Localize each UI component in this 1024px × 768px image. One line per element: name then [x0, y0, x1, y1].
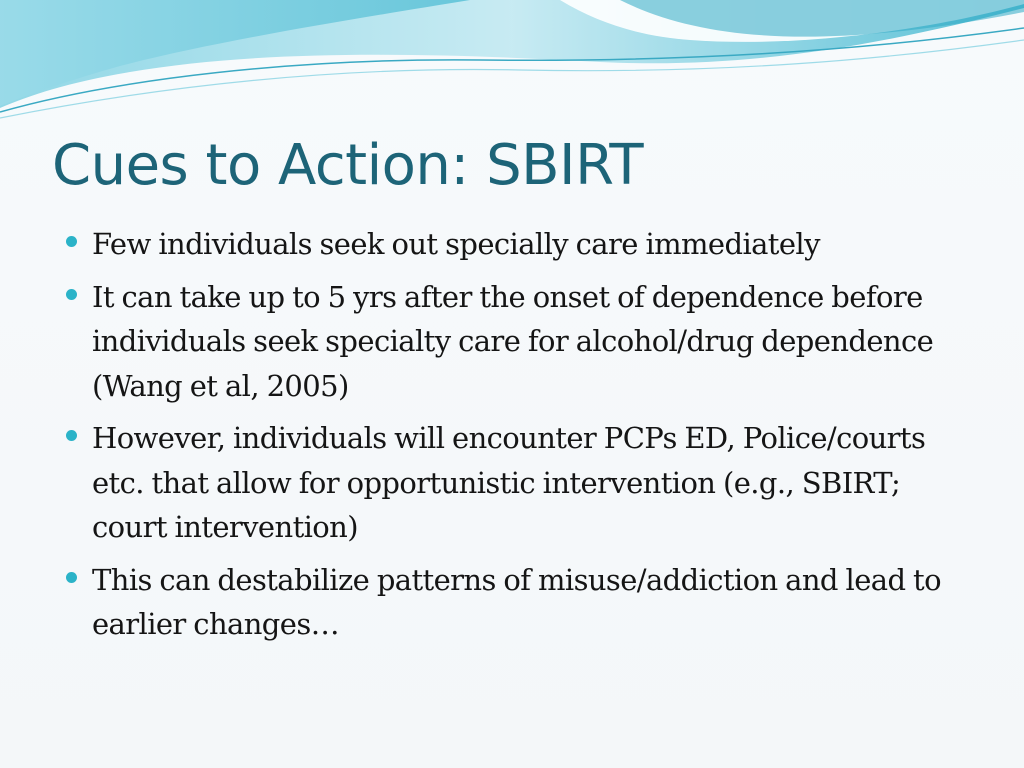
bullet-text: Few individuals seek out specially care immediately	[92, 227, 820, 261]
bullet-dot-icon	[66, 572, 77, 583]
bullet-item	[62, 275, 962, 409]
bullet-dot-icon	[66, 430, 77, 441]
header-wave-decoration	[0, 0, 1024, 130]
bullet-item	[62, 222, 962, 267]
slide-title: Cues to Action: SBIRT	[52, 133, 644, 198]
bullet-dot-icon	[66, 236, 77, 247]
bullet-dot-icon	[66, 289, 77, 300]
bullet-list	[62, 222, 962, 655]
bullet-text: This can destabilize patterns of misuse/addiction and lead to earlier changes…	[92, 562, 941, 641]
bullet-item	[62, 416, 962, 550]
bullet-text: It can take up to 5 yrs after the onset of dependence before individuals seek specialty care for alcohol/drug dependence (Wang et al, 2005)	[92, 279, 934, 403]
bullet-item	[62, 558, 962, 647]
bullet-text: However, individuals will encounter PCPs ED, Police/courts etc. that allow for opportunistic intervention (e.g., SBIRT; court intervention)	[92, 421, 926, 544]
